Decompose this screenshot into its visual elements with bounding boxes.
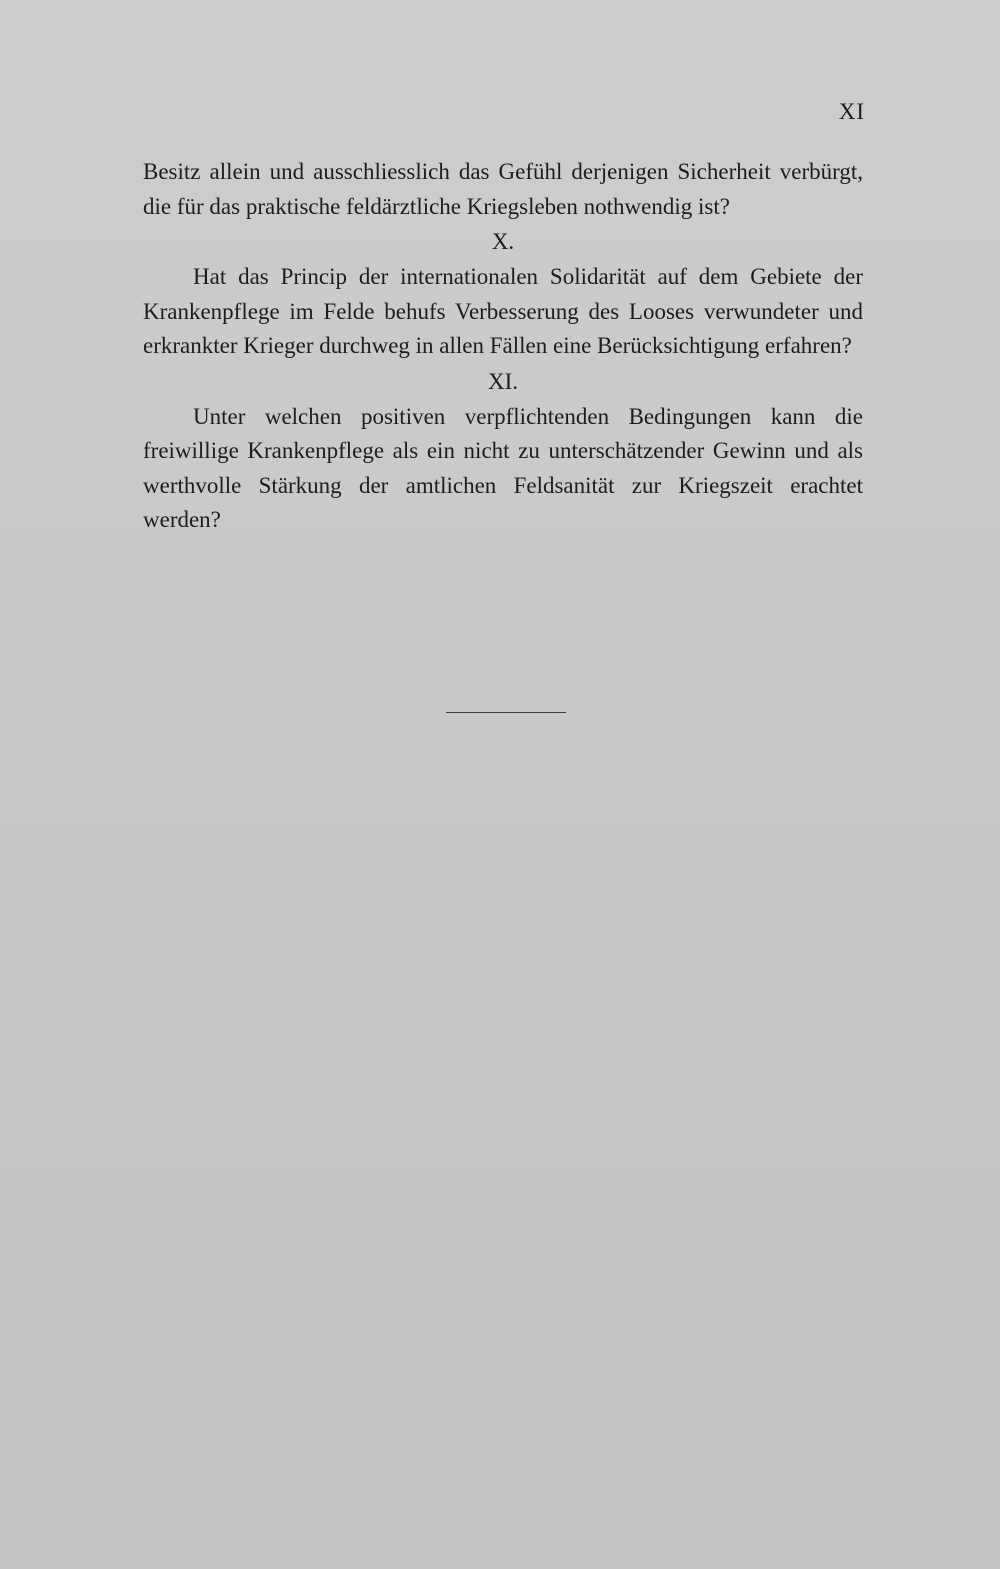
section-paragraph-xi: Unter welchen positiven verpflichtenden Bedingungen kann die freiwillige Krankenpflege als ein nicht zu unterschätzender Gewinn und als werthvolle Stärkung der amtlichen Feldsanität zur Kriegszeit erachtet werden? [143,403,863,532]
closing-rule [446,712,566,713]
section-paragraph-x: Hat das Princip der internationalen Solidarität auf dem Gebiete der Krankenpflege im Felde behufs Verbesserung des Looses verwundeter und erkrankter Krieger durchweg in allen Fällen eine Berücksichtigung erfahren? [143,264,863,358]
intro-paragraph: Besitz allein und ausschliesslich das Gefühl derjenigen Sicherheit verbürgt, die für das praktische feldärztliche Kriegsleben nothwendig ist? [143,159,863,219]
body-text [143,155,863,538]
section-heading-xi: XI. [487,368,519,394]
page-number: XI [838,99,865,124]
section-heading-x: X. [491,229,515,254]
